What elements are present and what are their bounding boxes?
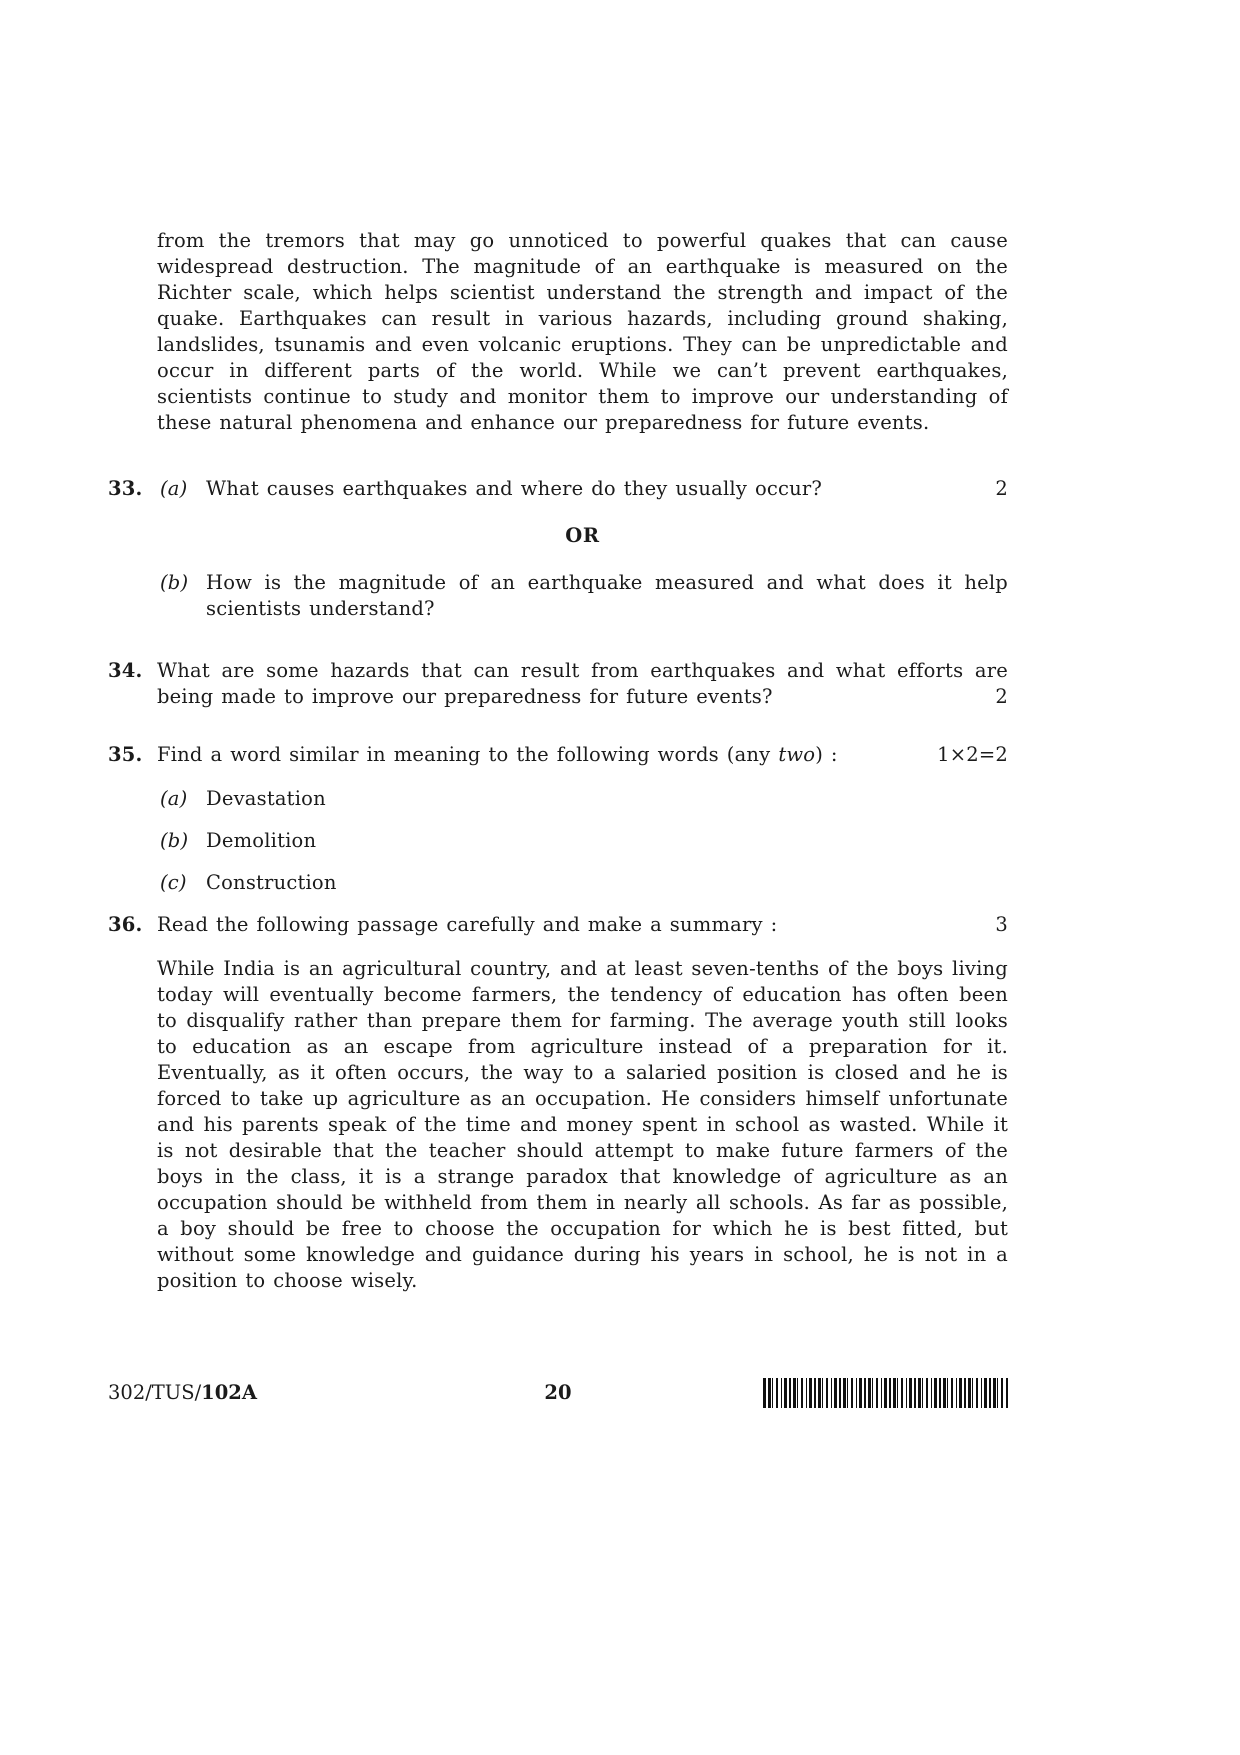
- question-35-text-post: ) :: [815, 743, 838, 766]
- question-33-marks: 2: [995, 477, 1008, 500]
- option-a-label: (a): [160, 787, 188, 810]
- option-b-text: Demolition: [206, 829, 317, 852]
- barcode: [763, 1378, 1008, 1408]
- question-34-text: What are some hazards that can result from earthquakes and what efforts are being made to improve our preparedness for future events?: [157, 659, 1008, 708]
- question-35-option-c: [108, 870, 1008, 896]
- question-35-text-pre: Find a word similar in meaning to the following words (any: [157, 743, 779, 766]
- question-35-text-italic: two: [778, 743, 816, 766]
- question-35-text: [157, 742, 1008, 768]
- option-a-text: Devastation: [206, 787, 326, 810]
- question-36-text: Read the following passage carefully and make a summary :: [157, 913, 778, 936]
- question-35-option-a: [108, 786, 1008, 812]
- question-34: [108, 658, 1008, 710]
- question-36-number: 36.: [108, 913, 143, 936]
- paper-code-suffix: 102A: [201, 1381, 258, 1404]
- question-35-number: 35.: [108, 743, 143, 766]
- question-33b-text: How is the magnitude of an earthquake measured and what does it help scientists understand?: [206, 571, 1008, 620]
- question-33-number: 33.: [108, 477, 143, 500]
- question-36: [108, 912, 1008, 1294]
- option-b-label: (b): [160, 829, 189, 852]
- page-footer: [108, 1378, 1008, 1412]
- option-c-label: (c): [160, 871, 187, 894]
- question-34-marks: 2: [995, 685, 1008, 708]
- or-separator: OR: [565, 524, 600, 547]
- question-35-marks: 1×2=2: [937, 743, 1008, 766]
- question-36-marks: 3: [995, 913, 1008, 936]
- question-36-passage: While India is an agricultural country, and at least seven-tenths of the boys living today will eventually become farmers, the tendency of education has often been to disqualify rather than prepare them for farming. The average youth still looks to education as an escape from agriculture instead of a preparation for it. Eventually, as it often occurs, the way to a salaried position is closed and he is forced to take up agriculture as an occupation. He considers himself unfortunate and his parents speak of the time and money spent in school as wasted. While it is not desirable that the teacher should attempt to make future farmers of the boys in the class, it is a strange paradox that knowledge of agriculture as an occupation should be withheld from them in nearly all schools. As far as possible, a boy should be free to choose the occupation for which he is best fitted, but without some knowledge and guidance during his years in school, he is not in a position to choose wisely.: [157, 957, 1008, 1292]
- question-33: [108, 476, 1008, 502]
- question-33b: [108, 570, 1008, 622]
- page-content: [108, 228, 1008, 1294]
- question-35: [108, 742, 1008, 768]
- question-33a-label: (a): [160, 477, 188, 500]
- option-c-text: Construction: [206, 871, 337, 894]
- intro-paragraph: from the tremors that may go unnoticed to powerful quakes that can cause widespread destruction. The magnitude of an earthquake is measured on the Richter scale, which helps scientist understand the strength and impact of the quake. Earthquakes can result in various hazards, including ground shaking, landslides, tsunamis and even volcanic eruptions. They can be unpredictable and occur in different parts of the world. While we can’t prevent earthquakes, scientists continue to study and monitor them to improve our understanding of these natural phenomena and enhance our preparedness for future events.: [157, 229, 1008, 434]
- question-34-number: 34.: [108, 659, 143, 682]
- paper-code: [108, 1378, 257, 1408]
- question-35-option-b: [108, 828, 1008, 854]
- question-33b-label: (b): [160, 571, 189, 594]
- paper-code-prefix: 302/TUS/: [108, 1381, 202, 1404]
- question-33a-text: What causes earthquakes and where do they usually occur?: [206, 477, 823, 500]
- page-number: 20: [544, 1381, 572, 1404]
